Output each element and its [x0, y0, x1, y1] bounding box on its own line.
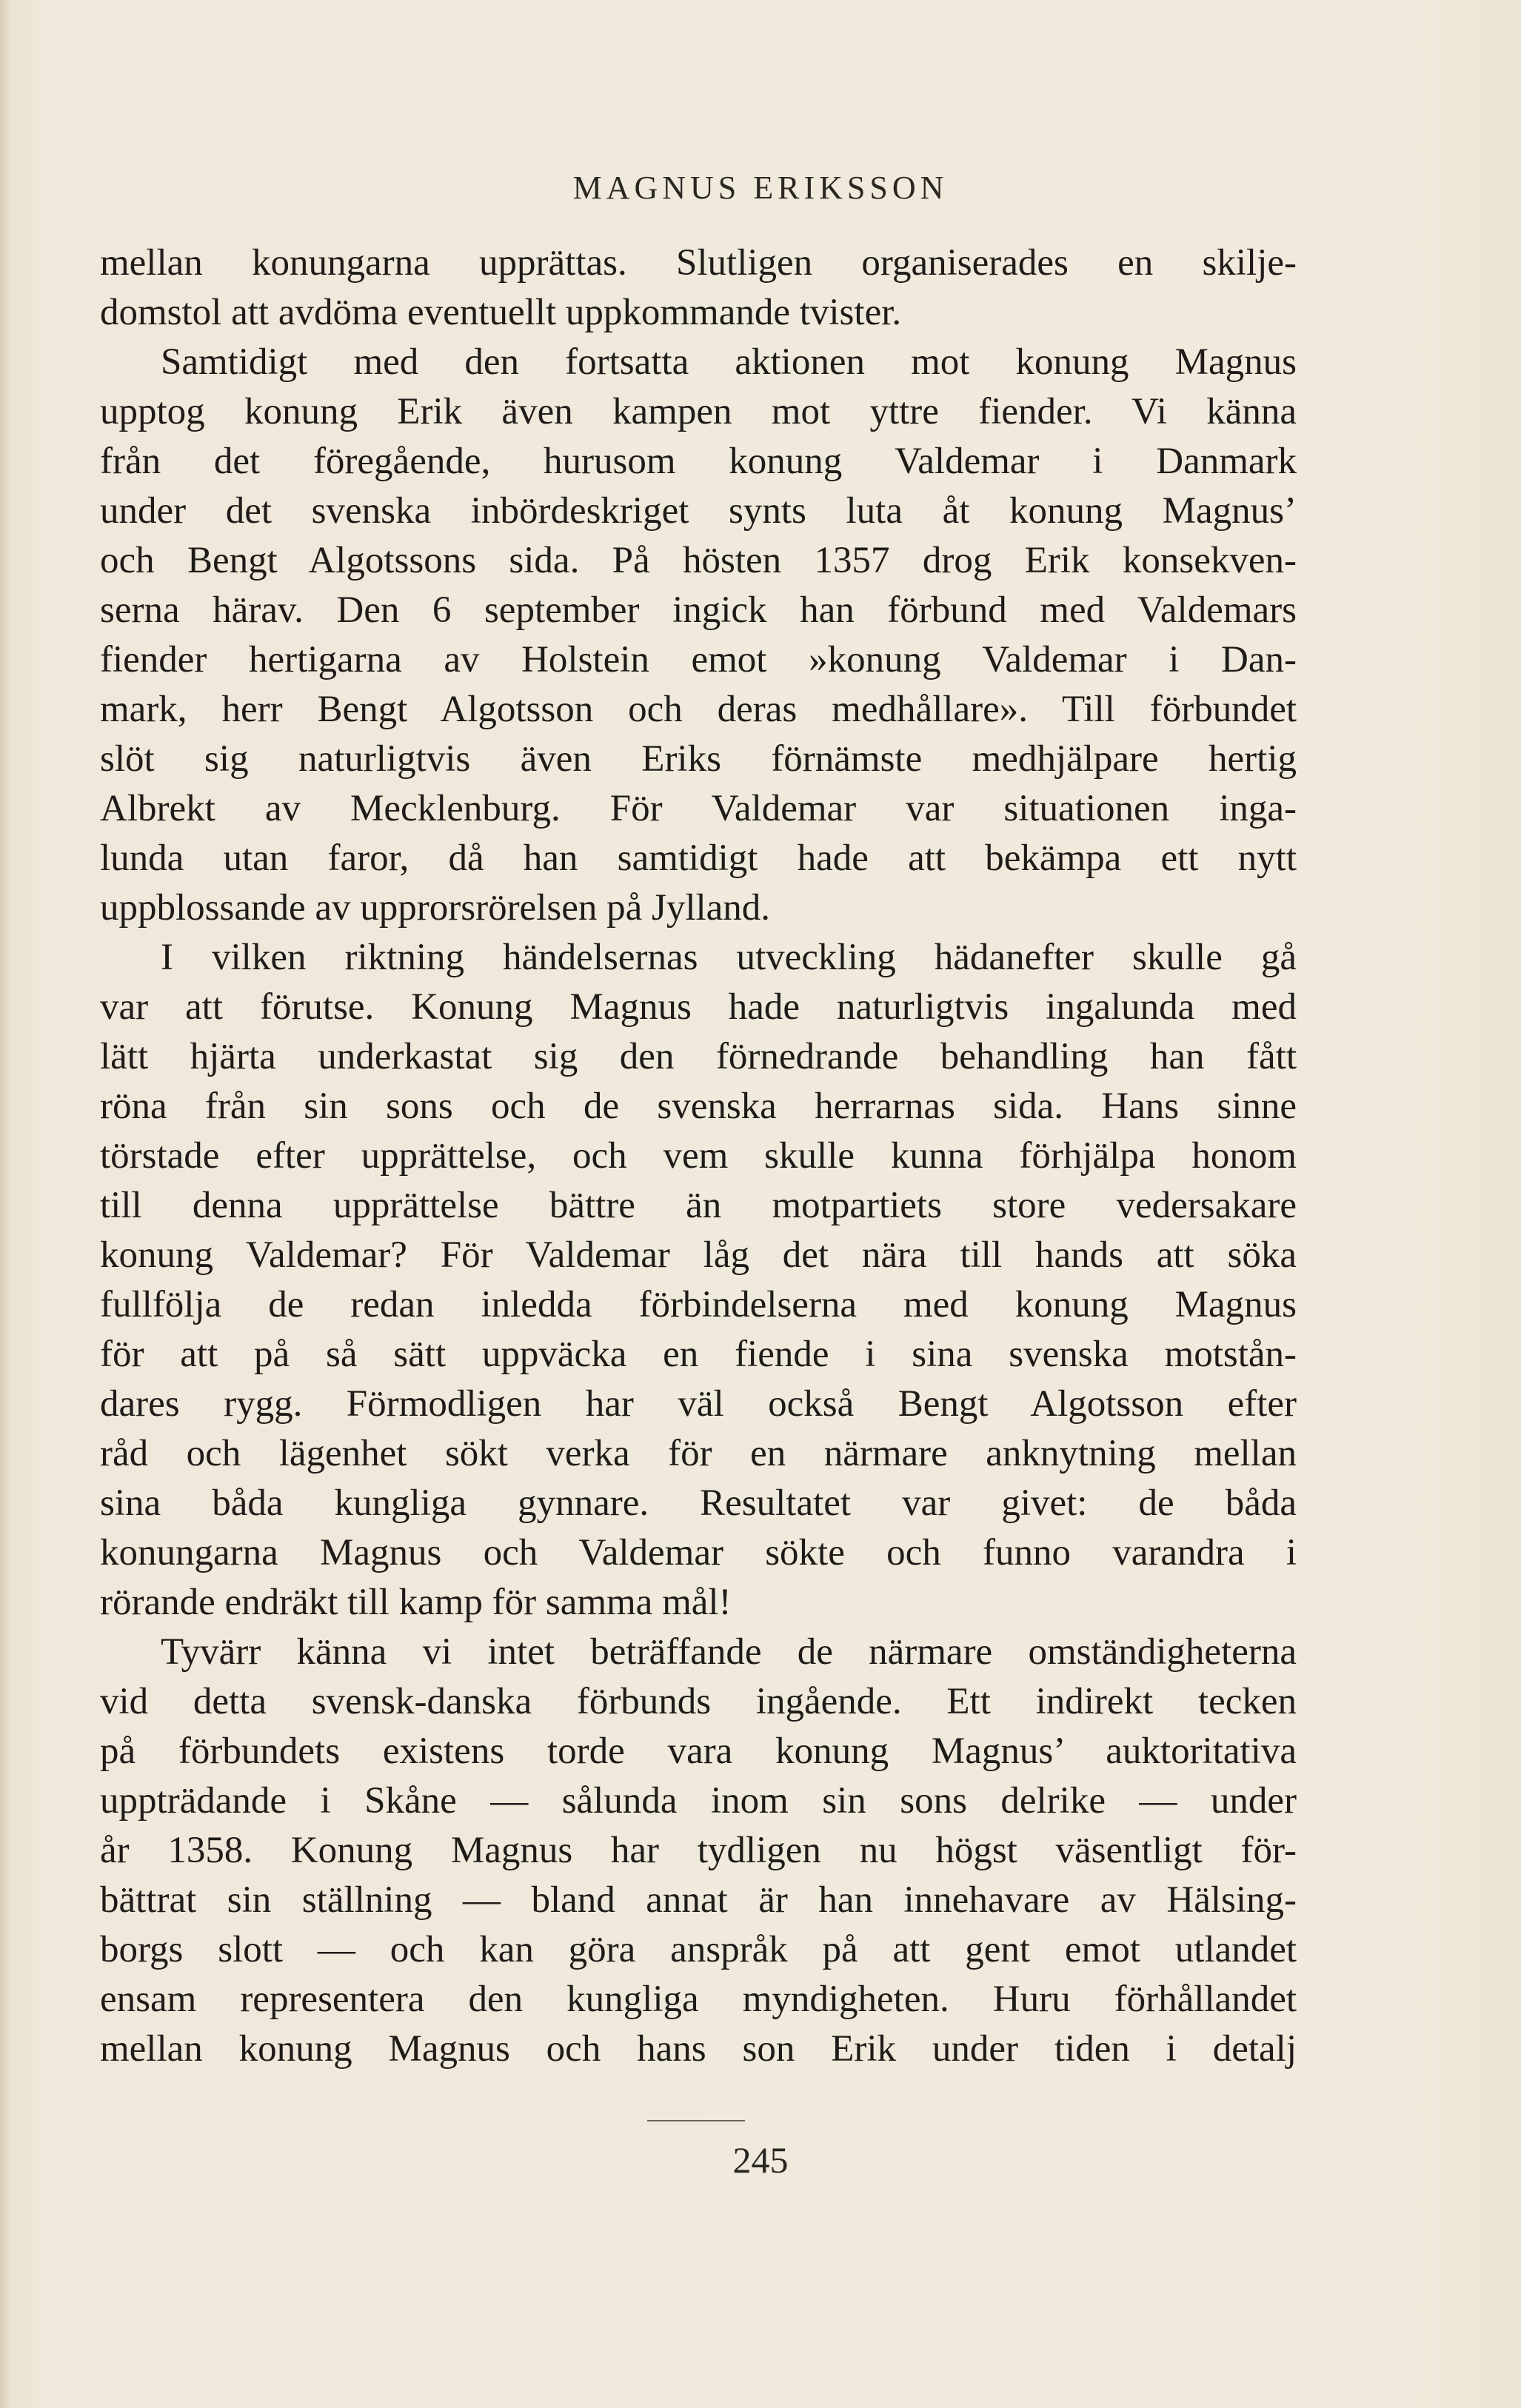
text-line: ensam representera den kungliga myndigheten. Huru förhållandet: [100, 1979, 1297, 2020]
text-line: fiender hertigarna av Holstein emot »konung Valdemar i Dan-: [100, 639, 1297, 680]
text-line: bättrat sin ställning — bland annat är han innehavare av Hälsing-: [100, 1879, 1297, 1921]
text-line: törstade efter upprättelse, och vem skulle kunna förhjälpa honom: [100, 1135, 1297, 1177]
text-line: från det föregående, hurusom konung Valdemar i Danmark: [100, 441, 1297, 482]
page-edge-shadow: [0, 0, 10, 2408]
text-line: Samtidigt med den fortsatta aktionen mot konung Magnus: [161, 341, 1297, 383]
text-line: konung Valdemar? För Valdemar låg det nära till hands att söka: [100, 1234, 1297, 1276]
text-line: rörande endräkt till kamp för samma mål!: [100, 1582, 732, 1623]
text-line: sina båda kungliga gynnare. Resultatet var givet: de båda: [100, 1482, 1297, 1524]
text-line: borgs slott — och kan göra anspråk på att gent emot utlandet: [100, 1929, 1297, 1970]
text-line: uppträdande i Skåne — sålunda inom sin sons delrike — under: [100, 1780, 1297, 1822]
text-line: Tyvärr känna vi intet beträffande de närmare omständigheterna: [161, 1631, 1297, 1673]
text-line: upptog konung Erik även kampen mot yttre fiender. Vi känna: [100, 391, 1297, 432]
footer-rule: [647, 2120, 745, 2121]
text-line: mellan konungarna upprättas. Slutligen organiserades en skilje-: [100, 242, 1297, 284]
text-line: var att förutse. Konung Magnus hade naturligtvis ingalunda med: [100, 986, 1297, 1028]
text-line: mark, herr Bengt Algotsson och deras medhållare». Till förbundet: [100, 689, 1297, 730]
text-line: på förbundets existens torde vara konung Magnus’ auktoritativa: [100, 1730, 1297, 1772]
text-line: år 1358. Konung Magnus har tydligen nu högst väsentligt för-: [100, 1830, 1297, 1871]
body-text: [100, 238, 1297, 2074]
text-line: serna härav. Den 6 september ingick han förbund med Valdemars: [100, 589, 1297, 631]
text-line: dares rygg. Förmodligen har väl också Bengt Algotsson efter: [100, 1383, 1297, 1425]
text-line: för att på så sätt uppväcka en fiende i sina svenska motstån-: [100, 1334, 1297, 1375]
text-line: Albrekt av Mecklenburg. För Valdemar var situationen inga-: [100, 788, 1297, 829]
text-line: lunda utan faror, då han samtidigt hade att bekämpa ett nytt: [100, 837, 1297, 879]
text-line: röna från sin sons och de svenska herrarnas sida. Hans sinne: [100, 1086, 1297, 1127]
text-line: under det svenska inbördeskriget synts luta åt konung Magnus’: [100, 490, 1297, 532]
text-line: uppblossande av upprorsrörelsen på Jylland.: [100, 887, 771, 929]
text-line: mellan konung Magnus och hans son Erik under tiden i detalj: [100, 2028, 1297, 2070]
text-line: domstol att avdöma eventuellt uppkommande tvister.: [100, 292, 902, 333]
text-line: konungarna Magnus och Valdemar sökte och funno varandra i: [100, 1532, 1297, 1573]
text-line: slöt sig naturligtvis även Eriks förnämste medhjälpare hertig: [100, 738, 1297, 780]
text-line: I vilken riktning händelsernas utveckling hädanefter skulle gå: [161, 937, 1297, 978]
page-number: 245: [732, 2139, 789, 2181]
text-line: vid detta svensk-danska förbunds ingående. Ett indirekt tecken: [100, 1681, 1297, 1722]
text-line: fullfölja de redan inledda förbindelserna med konung Magnus: [100, 1284, 1297, 1325]
text-line: och Bengt Algotssons sida. På hösten 1357 drog Erik konsekven-: [100, 540, 1297, 581]
running-title: MAGNUS ERIKSSON: [572, 170, 949, 206]
text-line: till denna upprättelse bättre än motpartiets store vedersakare: [100, 1185, 1297, 1226]
text-line: råd och lägenhet sökt verka för en närmare anknytning mellan: [100, 1433, 1297, 1474]
text-line: lätt hjärta underkastat sig den förnedrande behandling han fått: [100, 1036, 1297, 1077]
